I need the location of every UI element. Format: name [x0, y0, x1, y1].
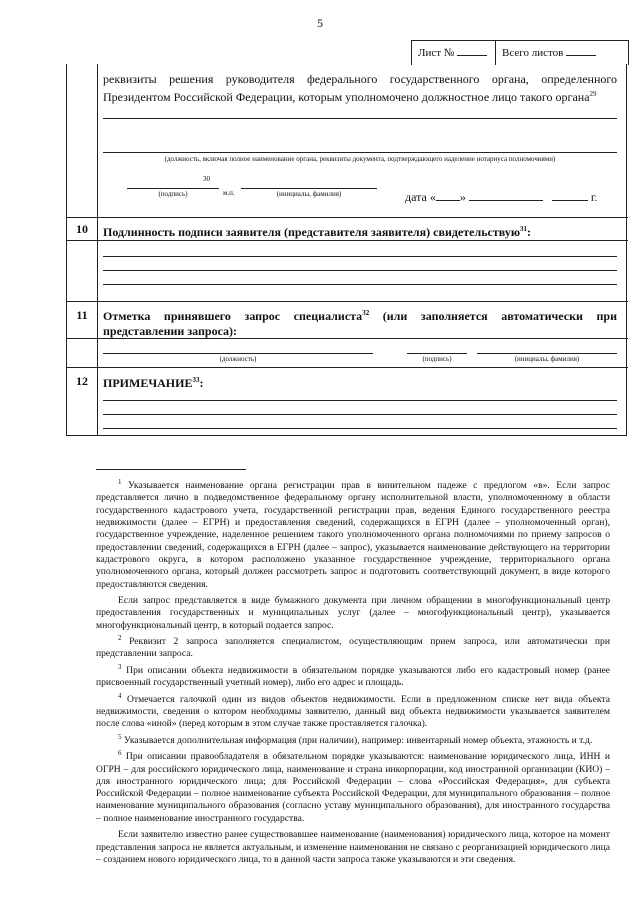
- sheet-number-cell[interactable]: [412, 41, 496, 65]
- footnote-text: Если запрос представляется в виде бумажного документа при личном обращении в многофункциональный центр предоставления государственных и муниципальных услуг (далее – многофункциональный центр), указывается многофункциональный центр, в который подается запрос.: [96, 595, 610, 631]
- row-separator: [67, 367, 628, 368]
- footnote-1: [96, 476, 610, 591]
- date-quote: »: [459, 190, 466, 204]
- row-12-title: [103, 373, 617, 391]
- row-10-title: [103, 222, 617, 240]
- fill-line[interactable]: [103, 118, 617, 119]
- section9-description: [103, 72, 617, 105]
- footnote-text: Указывается дополнительная информация (при наличии), например: инвентарный номер объекта, этажность и т.д.: [123, 734, 593, 746]
- footnote-ref: 30: [203, 175, 210, 183]
- footnote-6-continued: [96, 825, 610, 866]
- footnote-text: Реквизит 2 запроса заполняется специалистом, осуществляющим прием запроса, или автоматически при представлении запроса.: [96, 636, 610, 660]
- fill-line[interactable]: [103, 270, 617, 271]
- footnote-text: Указывается наименование органа регистрации прав в винительном падеже с предлогом «в». Если запрос представляется лично в подведомственное федеральному органу исполнительной власти, уполномоченному в области государственного кадастрового учета, государственной регистрации прав, ведения Единого государственного реестра недвижимости (далее – ЕГРН) и предоставления сведений, содержащихся в ЕГРН (далее – уполномоченный орган), государственное учреждение, наделенное решением такого уполномоченного органа полномочиями по приему запросов о предоставлении сведений, содержащихся в ЕГРН (далее – запрос), указывается наименование действующего на территории кадастрового округа, в котором расположено указанное государственное учреждение, территориального органа уполномоченного органа, который должен рассмотреть запрос и подготовить соответствующий документ, в виде которого предоставляются сведения.: [96, 480, 610, 590]
- row-separator: [67, 301, 628, 302]
- row-12-colon: :: [199, 376, 204, 390]
- footnote-ref: 31: [520, 225, 528, 233]
- section9-text: реквизиты решения руководителя федерального государственного органа, определенного Президентом Российской Федерации, которым уполномочено должностное лицо такого органа: [103, 72, 617, 104]
- date-year-field[interactable]: [552, 190, 588, 201]
- form-table: [66, 64, 627, 436]
- footnote-ref: 29: [589, 90, 597, 98]
- signature-line[interactable]: [127, 188, 219, 189]
- row-12-title-text: ПРИМЕЧАНИЕ: [103, 376, 193, 390]
- footnote-text: При описании объекта недвижимости в обязательном порядке указываются либо его кадастровый номер (ранее присвоенный государственный учетный номер), либо его адрес и площадь.: [96, 664, 610, 689]
- position-line[interactable]: [103, 353, 373, 354]
- footnote-6: [96, 747, 610, 825]
- initials-caption: (инициалы, фамилия): [276, 190, 342, 198]
- footnote-text: Отмечается галочкой один из видов объектов недвижимости. Если в предложенном списке нет вида объекта недвижимости, сведения о котором необходимы заявителю, данный вид объекта недвижимости указывается заявителем после слова «иной» (перед которым в этом случае также проставляется галочка).: [96, 693, 610, 730]
- row-11-number: 11: [76, 308, 88, 322]
- footnote-4: [96, 690, 610, 731]
- sheet-number-field[interactable]: [457, 45, 487, 56]
- fill-line[interactable]: [103, 428, 617, 429]
- total-sheets-label: Всего листов: [502, 47, 564, 59]
- section9-caption: (должность, включая полное наименование органа, реквизиты документа, подтверждающего наделение нотариуса полномочиями): [164, 155, 556, 163]
- position-caption: (должность): [219, 355, 257, 363]
- footnote-ref: 32: [362, 309, 370, 317]
- row-12-number: 12: [76, 374, 88, 388]
- date-label: дата «: [405, 190, 436, 204]
- fill-line[interactable]: [103, 284, 617, 285]
- footnote-marker: 4: [118, 691, 122, 700]
- signature-caption: (подпись): [422, 355, 452, 363]
- date-field: [405, 190, 597, 205]
- row-11-title-rest: (или заполняется автоматически при представлении запроса):: [103, 309, 617, 338]
- footnote-marker: 6: [118, 749, 122, 758]
- signature-caption: (подпись): [158, 190, 188, 198]
- footnote-text: При описании правообладателя в обязательном порядке указываются: наименование юридического лица, ИНН и ОГРН – для российского юридического лица, наименование и страна инкорпорации, код иностранной организации (КИО) – для иностранного юридического лица; для Российской Федерации – слова «Российская Федерация», для субъекта Российской Федерации – полное наименование субъекта Российской Федерации, для муниципального образования – полное наименование муниципального образования (согласно уставу муниципального образования), для иностранного государства – полное наименование иностранного государства.: [96, 751, 610, 824]
- fill-line[interactable]: [103, 400, 617, 401]
- initials-caption: (инициалы, фамилия): [514, 355, 580, 363]
- footnote-ref: 33: [192, 376, 200, 384]
- row-separator: [67, 217, 628, 218]
- date-year-label: г.: [590, 190, 598, 204]
- row-10-number: 10: [76, 222, 88, 236]
- date-month-field[interactable]: [469, 190, 543, 201]
- footnote-marker: 1: [118, 478, 122, 486]
- row-separator: [67, 240, 628, 241]
- footnotes: [96, 476, 610, 866]
- signature-line[interactable]: [407, 353, 467, 354]
- total-sheets-field[interactable]: [566, 45, 596, 56]
- footnote-marker: 3: [118, 662, 122, 671]
- sheet-number-label: Лист №: [418, 47, 455, 59]
- number-column-divider: [97, 64, 98, 436]
- total-sheets-cell[interactable]: [496, 41, 628, 65]
- date-day-field[interactable]: [436, 190, 460, 201]
- row-11-title: [103, 306, 617, 339]
- footnote-marker: 5: [118, 732, 122, 741]
- page-number: 5: [317, 16, 323, 30]
- initials-line[interactable]: [477, 353, 617, 354]
- row-10-colon: :: [527, 225, 532, 239]
- footnote-separator: [96, 469, 246, 470]
- footnote-marker: 2: [118, 633, 122, 642]
- footnote-3: [96, 661, 610, 690]
- fill-line[interactable]: [103, 152, 617, 153]
- footnote-1-continued: [96, 591, 610, 632]
- footnote-2: [96, 632, 610, 661]
- footnote-5: [96, 731, 610, 747]
- fill-line[interactable]: [103, 414, 617, 415]
- sheet-number-box: [411, 40, 629, 65]
- row-10-title-text: Подлинность подписи заявителя (представителя заявителя) свидетельствую: [103, 225, 521, 239]
- footnote-text: Если заявителю известно ранее существовавшее наименование (наименования) юридического лица, которое на момент представления запроса не является актуальным, и изменение наименования не связано с реорганизацией юридического лица – созданием нового юридического лица, то в данной части запроса также указываются и эти сведения.: [96, 829, 610, 865]
- row-11-title-text: Отметка принявшего запрос специалиста: [103, 309, 363, 323]
- fill-line[interactable]: [103, 256, 617, 257]
- initials-line[interactable]: [241, 188, 377, 189]
- stamp-label: м.п.: [223, 189, 235, 197]
